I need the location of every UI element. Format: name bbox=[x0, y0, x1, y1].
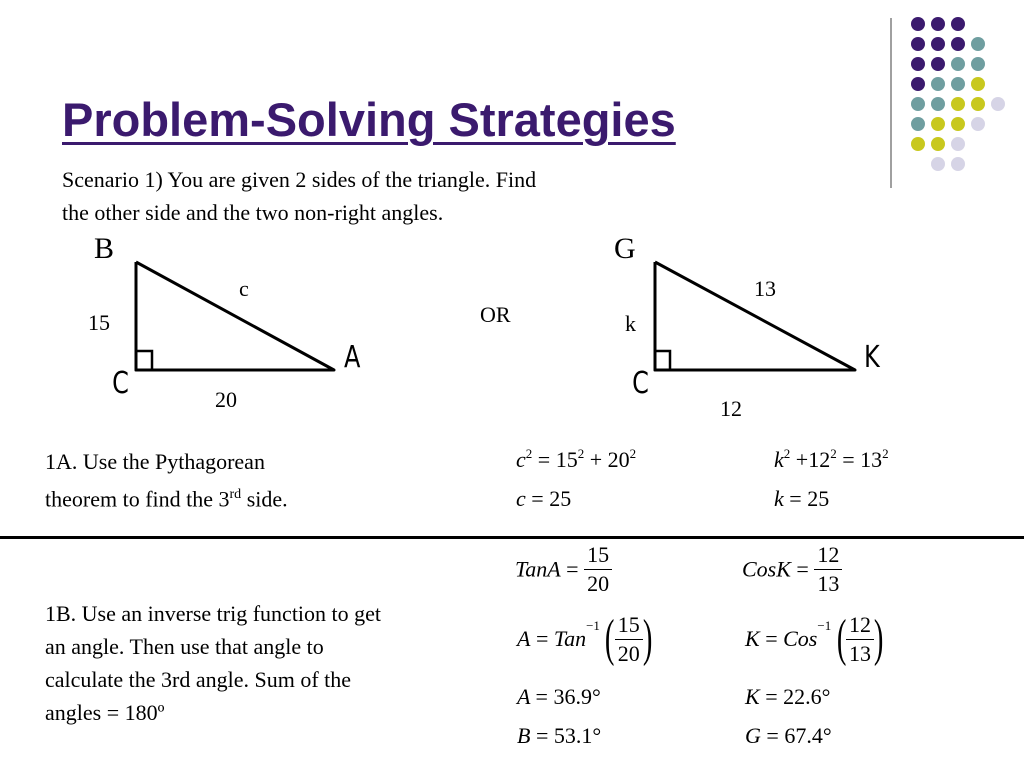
eq-equals: = bbox=[537, 447, 551, 472]
fraction-denominator: 20 bbox=[587, 571, 610, 596]
triangle-2-vertex-g: G bbox=[614, 232, 636, 265]
fraction bbox=[814, 541, 842, 598]
triangle-2-side-vertical: k bbox=[625, 311, 636, 336]
step-1b-line-1: 1B. Use an inverse trig function to get bbox=[45, 601, 382, 626]
eq-equals: = bbox=[535, 626, 549, 651]
triangle-1-side-hyp: c bbox=[239, 276, 249, 301]
eq-lhs: A bbox=[517, 626, 531, 651]
step-1b-line-4: angles = 180º bbox=[45, 700, 165, 725]
eq-value: 67.4° bbox=[784, 723, 832, 748]
fraction bbox=[584, 541, 612, 598]
step-1b-text bbox=[45, 597, 381, 729]
equation-tan-inverse bbox=[517, 609, 652, 669]
equation-cos-ratio bbox=[742, 541, 842, 598]
triangle-1-side-vertical: 15 bbox=[88, 310, 110, 335]
fraction bbox=[615, 611, 643, 668]
eq-exp: 2 bbox=[830, 446, 837, 461]
triangle-2-side-horizontal: 12 bbox=[720, 396, 742, 421]
eq-exp: 2 bbox=[783, 446, 791, 461]
eq-term: 12 bbox=[808, 447, 831, 472]
right-paren: ) bbox=[873, 610, 884, 667]
triangle-1-vertex-b: B bbox=[94, 232, 115, 265]
fraction-numerator: 15 bbox=[615, 611, 643, 640]
step-1a-text bbox=[45, 445, 288, 515]
eq-var: c bbox=[516, 486, 526, 511]
eq-function: Tan bbox=[553, 626, 587, 651]
left-paren: ( bbox=[605, 610, 615, 667]
eq-term: 15 bbox=[555, 447, 578, 472]
eq-equals: = bbox=[842, 447, 855, 472]
eq-value: 25 bbox=[807, 486, 830, 511]
fraction-numerator: 12 bbox=[814, 541, 842, 570]
eq-equals: = bbox=[535, 723, 549, 748]
eq-lhs: K bbox=[745, 626, 760, 651]
eq-function: Cos bbox=[783, 626, 818, 651]
eq-lhs: B bbox=[517, 723, 531, 748]
eq-equals: = bbox=[531, 486, 544, 511]
eq-value: 36.9° bbox=[553, 684, 601, 709]
scenario-line-2: the other side and the two non-right angles. bbox=[62, 200, 444, 225]
eq-value: 25 bbox=[549, 486, 572, 511]
eq-plus: + bbox=[795, 447, 809, 472]
equation-tan-ratio bbox=[515, 541, 612, 598]
eq-var: k bbox=[774, 447, 784, 472]
triangle-1-vertex-c: C bbox=[112, 366, 129, 401]
equation-pythagorean-1 bbox=[516, 446, 636, 473]
eq-lhs: CosK bbox=[742, 556, 791, 582]
left-paren: ( bbox=[836, 610, 847, 667]
eq-equals: = bbox=[765, 684, 778, 709]
eq-value: 22.6° bbox=[783, 684, 831, 709]
eq-equals: = bbox=[535, 684, 548, 709]
fraction-denominator: 20 bbox=[617, 640, 640, 666]
right-paren: ) bbox=[642, 610, 653, 667]
fraction-denominator: 13 bbox=[817, 571, 840, 596]
fraction-numerator: 15 bbox=[584, 541, 612, 570]
eq-plus: + bbox=[589, 447, 603, 472]
triangle-2-vertex-k: K bbox=[863, 340, 880, 375]
fraction-numerator: 12 bbox=[846, 611, 874, 640]
eq-inverse-exp: −1 bbox=[586, 618, 600, 634]
equation-angle-g bbox=[745, 723, 832, 749]
eq-exp: 2 bbox=[882, 446, 889, 461]
step-1a-line-2-end: side. bbox=[241, 486, 288, 512]
equation-angle-a bbox=[517, 684, 601, 710]
eq-var: c bbox=[516, 447, 526, 472]
step-1b-line-3: calculate the 3rd angle. Sum of the bbox=[45, 667, 352, 692]
equation-pythagorean-1-result bbox=[516, 486, 571, 512]
eq-lhs: A bbox=[517, 684, 531, 709]
triangle-1-vertex-a: A bbox=[344, 340, 361, 375]
section-divider bbox=[0, 536, 1024, 539]
step-1a-line-1: 1A. Use the Pythagorean bbox=[45, 449, 265, 474]
eq-var: k bbox=[774, 486, 784, 511]
or-label: OR bbox=[480, 302, 511, 327]
eq-exp: 2 bbox=[525, 446, 533, 461]
triangle-1-side-horizontal: 20 bbox=[215, 387, 237, 412]
eq-inverse-exp: −1 bbox=[817, 618, 832, 634]
equation-cos-inverse bbox=[745, 609, 883, 669]
eq-lhs: G bbox=[745, 723, 761, 748]
eq-term: 13 bbox=[860, 447, 883, 472]
step-1a-line-2 bbox=[45, 478, 288, 515]
eq-equals: = bbox=[766, 723, 779, 748]
fraction bbox=[846, 611, 874, 668]
triangle-2-side-hyp: 13 bbox=[754, 276, 776, 301]
eq-equals: = bbox=[765, 626, 778, 651]
triangle-2-vertex-c: C bbox=[632, 366, 649, 401]
eq-term: 20 bbox=[607, 447, 630, 472]
eq-equals: = bbox=[796, 556, 809, 582]
eq-equals: = bbox=[566, 556, 579, 582]
equation-angle-k bbox=[745, 684, 830, 710]
equation-angle-b bbox=[517, 723, 601, 749]
eq-value: 53.1° bbox=[553, 723, 602, 748]
eq-lhs: K bbox=[745, 684, 760, 709]
page-title: Problem-Solving Strategies bbox=[62, 93, 676, 146]
equation-pythagorean-2 bbox=[774, 446, 889, 473]
scenario-line-1: Scenario 1) You are given 2 sides of the triangle. Find bbox=[62, 167, 537, 192]
step-1a-line-2-text: theorem to find the 3 bbox=[45, 486, 230, 512]
fraction-denominator: 13 bbox=[849, 640, 872, 666]
step-1a-superscript: rd bbox=[229, 487, 242, 502]
equation-pythagorean-2-result bbox=[774, 486, 829, 512]
step-1b-line-2: an angle. Then use that angle to bbox=[45, 634, 324, 659]
eq-equals: = bbox=[789, 486, 802, 511]
eq-lhs: TanA bbox=[515, 556, 561, 582]
eq-exp: 2 bbox=[577, 446, 585, 461]
eq-exp: 2 bbox=[629, 446, 637, 461]
